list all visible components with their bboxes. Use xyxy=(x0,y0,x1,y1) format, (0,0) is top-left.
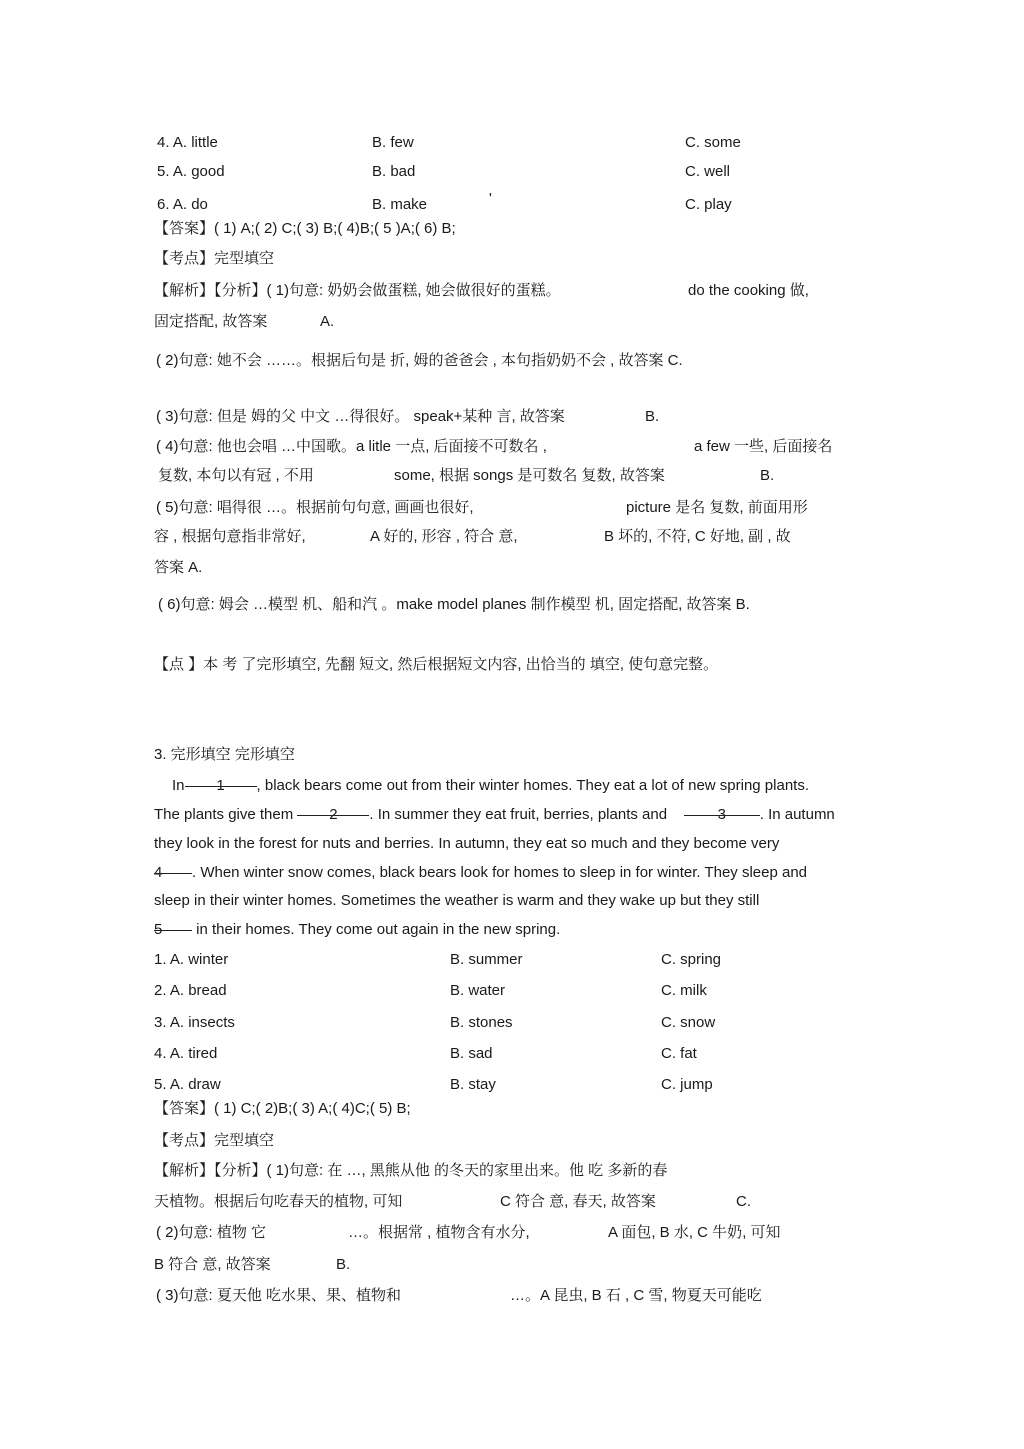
option-b: B. water xyxy=(450,982,506,999)
stray-mark: ' xyxy=(489,190,492,207)
analysis-line: ( 6)句意: 姆会 …模型 机、船和汽 。make model planes 制作模型 机, 固定搭配, 故答案 B. xyxy=(158,596,750,613)
option-a: 1. A. winter xyxy=(154,951,229,968)
dianping-line: 【点 】本 考 了完形填空, 先翻 短文, 然后根据短文内容, 出恰当的 填空, 使句意完整。 xyxy=(154,656,719,673)
option-c: C. spring xyxy=(661,951,722,968)
analysis-line: …。根据常 , 植物含有水分, xyxy=(348,1224,530,1241)
analysis-line: ( 2)句意: 她不会 ……。根据后句是 折, 姆的爸爸会 , 本句指奶奶不会 , 故答案 C. xyxy=(156,352,683,369)
blank-2: 2 xyxy=(297,806,369,824)
analysis-line: A. xyxy=(320,313,335,330)
analysis-line: 【解析】【分析】( 1)句意: 奶奶会做蛋糕, 她会做很好的蛋糕。 xyxy=(154,282,561,299)
blank-4: 4 xyxy=(154,864,192,882)
analysis-line: 答案 A. xyxy=(154,559,203,576)
kaodian-line: 【考点】完型填空 xyxy=(154,250,275,267)
option-4-b: B. few xyxy=(372,134,414,151)
analysis-line: ( 5)句意: 唱得很 …。根据前句句意, 画画也很好, xyxy=(156,499,474,516)
passage-line: they look in the forest for nuts and berries. In autumn, they eat so much and they become very xyxy=(154,835,780,852)
analysis-line: B. xyxy=(760,467,775,484)
option-c: C. fat xyxy=(661,1045,697,1062)
analysis-line: a few 一些, 后面接名 xyxy=(694,438,833,455)
passage-line: sleep in their winter homes. Sometimes the weather is warm and they wake up but they still xyxy=(154,892,760,909)
analysis-line: do the cooking 做, xyxy=(688,282,809,299)
answer-line: 【答案】( 1) A;( 2) C;( 3) B;( 4)B;( 5 )A;( 6) B; xyxy=(154,220,456,237)
analysis-line: 容 , 根据句意指非常好, xyxy=(154,528,306,545)
blank-5: 5 xyxy=(154,921,192,939)
analysis-line: ( 3)句意: 夏天他 吃水果、果、植物和 xyxy=(156,1287,402,1304)
analysis-line: C. xyxy=(736,1193,751,1210)
analysis-line: 【解析】【分析】( 1)句意: 在 …, 黑熊从他 的冬天的家里出来。他 吃 多新的春 xyxy=(154,1162,668,1179)
analysis-line: A 面包, B 水, C 牛奶, 可知 xyxy=(608,1224,781,1241)
passage-line: The plants give them 2 . In summer they eat fruit, berries, plants and 3 . In autumn xyxy=(154,806,835,823)
option-c: C. jump xyxy=(661,1076,713,1093)
passage-line: 4 . When winter snow comes, black bears look for homes to sleep in for winter. They sleep and xyxy=(154,864,808,881)
analysis-line: picture 是名 复数, 前面用形 xyxy=(626,499,808,516)
option-a: 4. A. tired xyxy=(154,1045,218,1062)
option-b: B. stay xyxy=(450,1076,496,1093)
option-a: 5. A. draw xyxy=(154,1076,221,1093)
option-6-c: C. play xyxy=(685,196,732,213)
option-b: B. summer xyxy=(450,951,523,968)
option-6-a: 6. A. do xyxy=(157,196,208,213)
analysis-line: 复数, 本句以有冠 , 不用 xyxy=(158,467,314,484)
analysis-line: A 好的, 形容 , 符合 意, xyxy=(370,528,518,545)
option-5-a: 5. A. good xyxy=(157,163,225,180)
analysis-line: B 坏的, 不符, C 好地, 副 , 故 xyxy=(604,528,791,545)
analysis-line: some, 根据 songs 是可数名 复数, 故答案 xyxy=(394,467,665,484)
analysis-line: ( 3)句意: 但是 姆的父 中文 …得很好。 speak+某种 言, 故答案 xyxy=(156,408,565,425)
option-c: C. snow xyxy=(661,1014,716,1031)
analysis-line: B. xyxy=(336,1256,351,1273)
analysis-line: ( 2)句意: 植物 它 xyxy=(156,1224,267,1241)
passage-line: 5 in their homes. They come out again in the new spring. xyxy=(154,921,561,938)
analysis-line: 固定搭配, 故答案 xyxy=(154,313,268,330)
analysis-line: C 符合 意, 春天, 故答案 xyxy=(500,1193,656,1210)
blank-1: 1 xyxy=(185,777,257,795)
option-b: B. sad xyxy=(450,1045,493,1062)
option-c: C. milk xyxy=(661,982,707,999)
analysis-line: B 符合 意, 故答案 xyxy=(154,1256,271,1273)
option-4-c: C. some xyxy=(685,134,741,151)
option-b: B. stones xyxy=(450,1014,513,1031)
analysis-line: B. xyxy=(645,408,660,425)
question-title: 3. 完形填空 完形填空 xyxy=(154,746,295,763)
option-5-b: B. bad xyxy=(372,163,416,180)
kaodian-line: 【考点】完型填空 xyxy=(154,1132,275,1149)
answer-line: 【答案】( 1) C;( 2)B;( 3) A;( 4)C;( 5) B; xyxy=(154,1100,411,1117)
blank-3: 3 xyxy=(684,806,760,824)
option-6-b: B. make xyxy=(372,196,428,213)
analysis-line: ( 4)句意: 他也会唱 …中国歌。a litle 一点, 后面接不可数名 , xyxy=(156,438,547,455)
analysis-line: 天植物。根据后句吃春天的植物, 可知 xyxy=(154,1193,403,1210)
passage-line: In 1 , black bears come out from their winter homes. They eat a lot of new spring plants. xyxy=(172,777,810,794)
option-5-c: C. well xyxy=(685,163,731,180)
analysis-line: …。A 昆虫, B 石 , C 雪, 物夏天可能吃 xyxy=(510,1287,762,1304)
option-a: 2. A. bread xyxy=(154,982,227,999)
option-a: 3. A. insects xyxy=(154,1014,235,1031)
option-4-a: 4. A. little xyxy=(157,134,218,151)
